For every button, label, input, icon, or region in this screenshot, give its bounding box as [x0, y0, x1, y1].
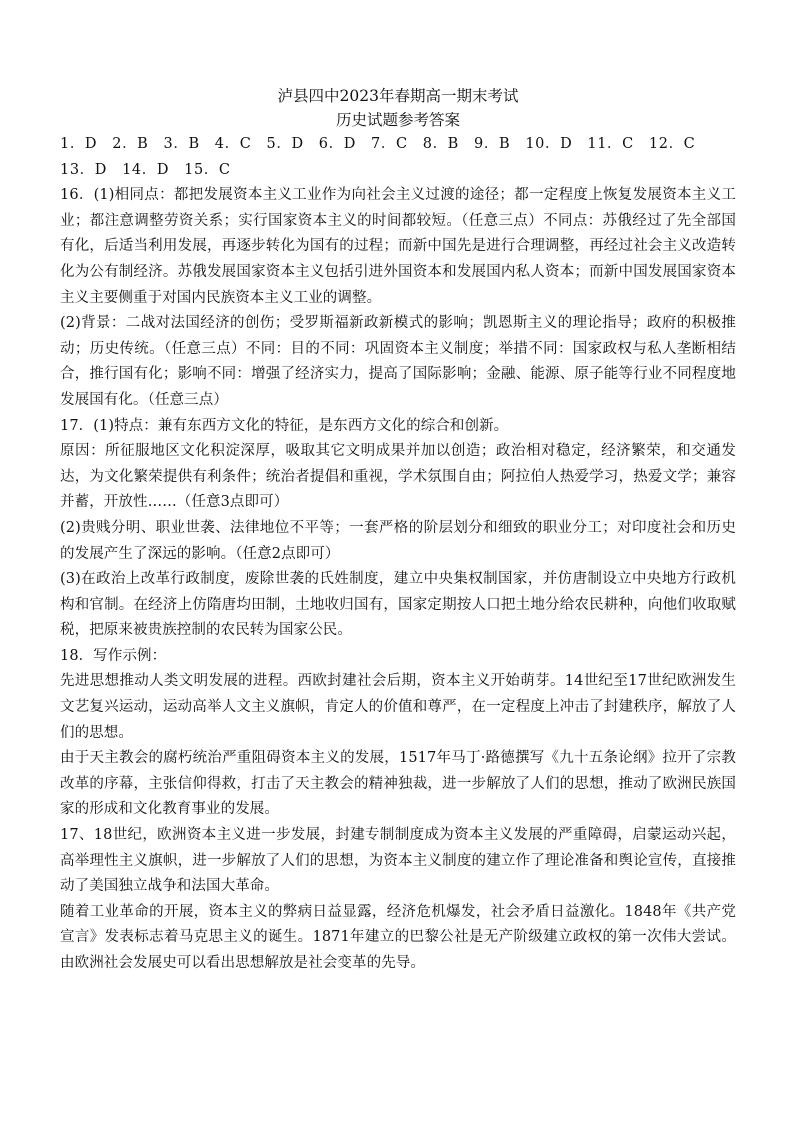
question-17-part-3: (3)在政治上改革行政制度，废除世袭的氏姓制度，建立中央集权制国家，并仿唐制设立中央地方行政机构和官制。在经济上仿隋唐均田制，土地收归国有，国家定期按人口把土地分给农民耕种，向他们收取赋税，把原来被贵族控制的农民转为国家公民。 [60, 571, 736, 639]
question-16-part-1: 16．(1)相同点：都把发展资本主义工业作为向社会主义过渡的途径；都一定程度上恢复发展资本主义工业；都注意调整劳资关系；实行国家资本主义的时间都较短。（任意三点）不同点：苏俄经过了先全部国有化，后适当利用发展，再逐步转化为国有的过程；而新中国先是进行合理调整，再经过社会主义改造转化为公有制经济。苏俄发展国家资本主义包括引进外国资本和发展国内私人资本；而新中国发展国家资本主义主要侧重于对国内民族资本主义工业的调整。 [60, 187, 736, 306]
exam-title: 泸县四中2023年春期高一期末考试 [277, 87, 519, 105]
multiple-choice-answers-line-1: 1．D 2．B 3．B 4．C 5．D 6．D 7．C 8．B 9．B 10．D 11．C 12．C [60, 136, 696, 152]
question-18-paragraph-3: 17、18世纪，欧洲资本主义进一步发展，封建专制制度成为资本主义发展的严重障碍，启蒙运动兴起，高举理性主义旗帜，进一步解放了人们的思想，为资本主义制度的建立作了理论准备和舆论宣传，直接推动了美国独立战争和法国大革命。 [60, 827, 736, 895]
question-17-part-1: 17．(1)特点：兼有东西方文化的特征，是东西方文化的综合和创新。 [60, 417, 509, 434]
question-17-part-2: (2)贵贱分明、职业世袭、法律地位不平等；一套严格的阶层划分和细致的职业分工；对印度社会和历史的发展产生了深远的影响。（任意2点即可） [60, 519, 736, 562]
multiple-choice-answers-line-2: 13．D 14．D 15．C [60, 161, 231, 178]
question-17-reasons: 原因：所征服地区文化积淀深厚，吸取其它文明成果并加以创造；政治相对稳定，经济繁荣，和交通发达，为文化繁荣提供有利条件；统治者提倡和重视，学术氛围自由；阿拉伯人热爱学习，热爱文学；兼容并蓄，开放性……（任意3点即可） [60, 443, 736, 511]
question-18-paragraph-2: 由于天主教会的腐朽统治严重阻碍资本主义的发展，1517年马丁·路德撰写《九十五条论纲》拉开了宗教改革的序幕，主张信仰得救，打击了天主教会的精神独裁，进一步解放了人们的思想，推动了欧洲民族国家的形成和文化教育事业的发展。 [60, 750, 736, 818]
question-18-paragraph-1: 先进思想推动人类文明发展的进程。西欧封建社会后期，资本主义开始萌芽。14世纪至17世纪欧洲发生文艺复兴运动，运动高举人文主义旗帜，肯定人的价值和尊严，在一定程度上冲击了封建秩序，解放了人们的思想。 [60, 673, 736, 741]
exam-subtitle: 历史试题参考答案 [335, 111, 460, 129]
question-16-part-2: (2)背景：二战对法国经济的创伤；受罗斯福新政新模式的影响；凯恩斯主义的理论指导；政府的积极推动；历史传统。（任意三点）不同：目的不同：巩固资本主义制度；举措不同：国家政权与私人垄断相结合，推行国有化；影响不同：增强了经济实力，提高了国际影响；金融、能源、原子能等行业不同程度地发展国有化。（任意三点） [60, 315, 736, 408]
question-18-paragraph-4: 随着工业革命的开展，资本主义的弊病日益显露，经济危机爆发，社会矛盾日益激化。1848年《共产党宣言》发表标志着马克思主义的诞生。1871年建立的巴黎公社是无产阶级建立政权的第一次伟大尝试。由欧洲社会发展史可以看出思想解放是社会变革的先导。 [60, 903, 736, 971]
answer-sheet [60, 84, 736, 977]
question-18-heading: 18．写作示例： [60, 647, 167, 664]
